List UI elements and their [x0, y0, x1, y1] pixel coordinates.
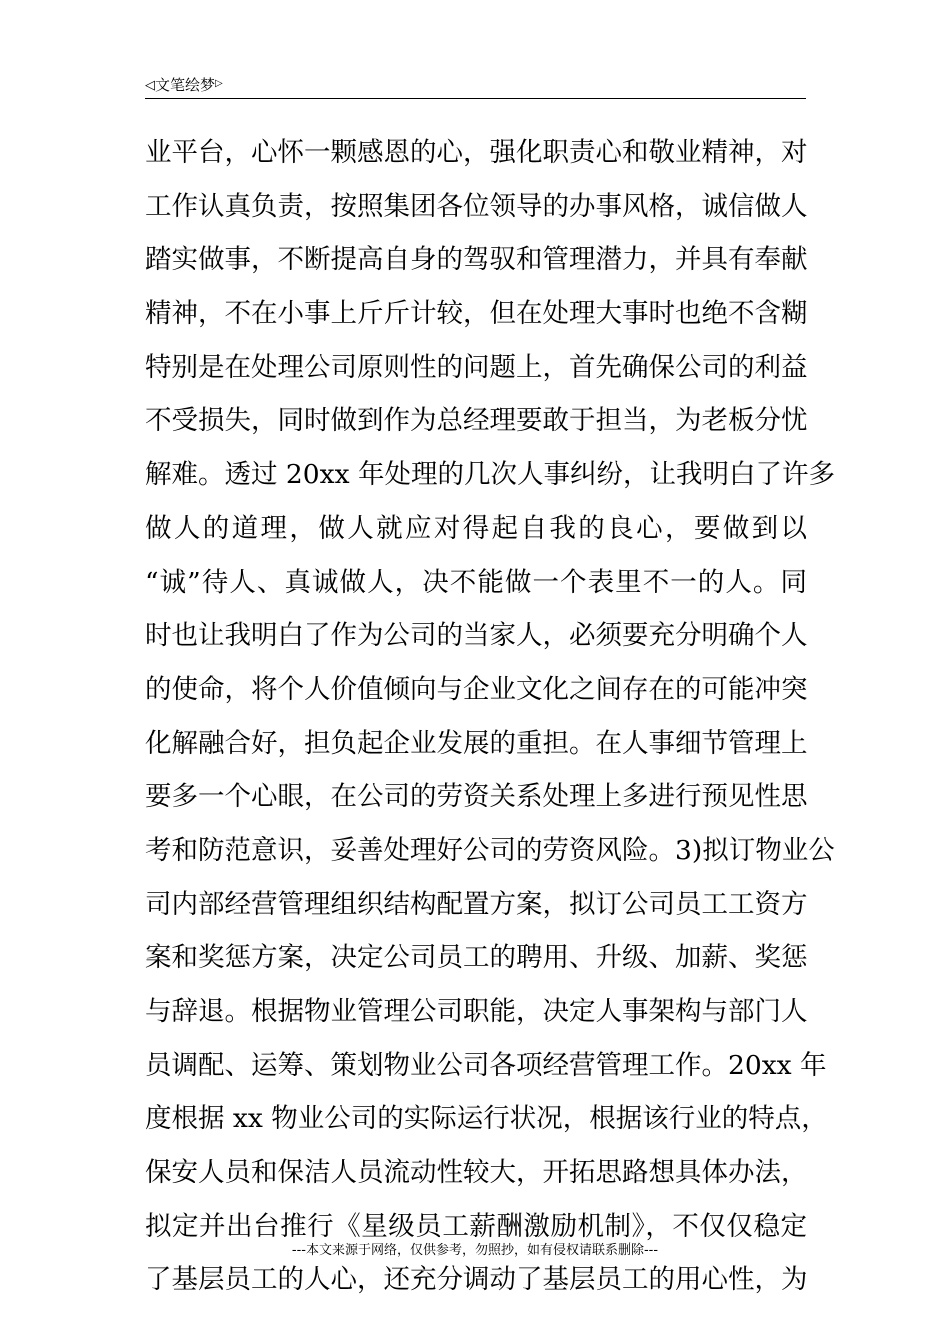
text-line: 员调配、运筹、策划物业公司各项经营管理工作。20xx 年 [145, 1049, 827, 1081]
right-triangle-icon: ▷ [215, 78, 223, 89]
text-line: 案和奖惩方案，决定公司员工的聘用、升级、加薪、奖惩 [145, 942, 808, 974]
left-triangle-icon: ◁ [145, 78, 155, 93]
page-header [145, 74, 806, 99]
text-line: 化解融合好，担负起企业发展的重担。在人事细节管理上 [145, 727, 808, 759]
text-line: 度根据 xx 物业公司的实际运行状况，根据该行业的特点， [145, 1103, 828, 1135]
text-line: 做人的道理，做人就应对得起自我的良心，要做到以 [145, 512, 807, 544]
text-line: 业平台，心怀一颗感恩的心，强化职责心和敬业精神，对 [145, 137, 808, 168]
text-line: 的使命，将个人价值倾向与企业文化之间存在的可能冲突 [145, 673, 808, 705]
text-line: 特别是在处理公司原则性的问题上，首先确保公司的利益 [145, 351, 808, 383]
header-title: 文笔绘梦 [155, 76, 216, 94]
text-line: 与辞退。根据物业管理公司职能，决定人事架构与部门人 [145, 996, 808, 1027]
text-line: 拟定并出台推行《星级员工薪酬激励机制》，不仅仅稳定 [145, 1210, 807, 1242]
text-line: 考和防范意识，妥善处理好公司的劳资风险。3)拟订物业公 [145, 834, 835, 866]
text-line: 要多一个心眼，在公司的劳资关系处理上多进行预见性思 [145, 781, 808, 813]
text-line: 时也让我明白了作为公司的当家人，必须要充分明确个人 [145, 620, 808, 652]
text-line: 解难。透过 20xx 年处理的几次人事纠纷，让我明白了许多 [145, 459, 835, 491]
page-footer-disclaimer: ---本文来源于网络，仅供参考，勿照抄，如有侵权请联系删除--- [291, 1243, 659, 1258]
text-line: 精神，不在小事上斤斤计较，但在处理大事时也绝不含糊 [145, 298, 808, 330]
document-body [145, 126, 835, 1307]
text-line: 踏实做事，不断提高自身的驾驭和管理潜力，并具有奉献 [145, 244, 808, 276]
text-line: 保安人员和保洁人员流动性较大，开拓思路想具体办法， [145, 1157, 808, 1189]
text-line: “诚”待人、真诚做人，决不能做一个表里不一的人。同 [145, 566, 807, 598]
text-line: 司内部经营管理组织结构配置方案，拟订公司员工工资方 [145, 888, 808, 920]
text-line: 了基层员工的人心，还充分调动了基层员工的用心性，为 [145, 1264, 808, 1296]
text-line: 不受损失，同时做到作为总经理要敢于担当，为老板分忧 [145, 405, 808, 437]
text-line: 工作认真负责，按照集团各位领导的办事风格，诚信做人 [145, 190, 808, 222]
header-title-group [145, 74, 223, 96]
